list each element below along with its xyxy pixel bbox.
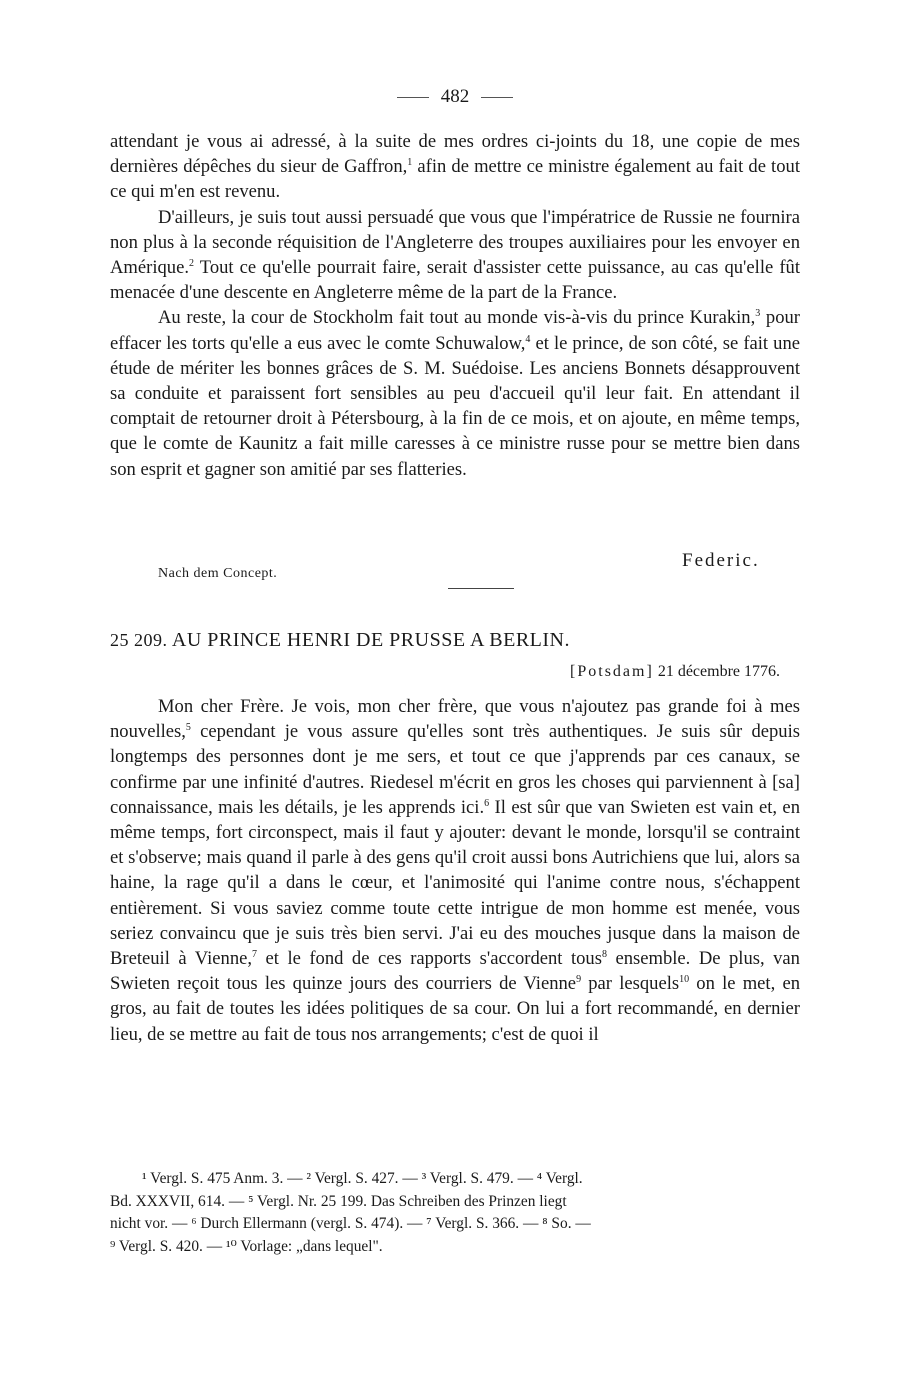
letter-text-g: on le met, en gros, au fait de toutes les idées politiques de sa cour. On lui a fort recommandé, en dernier lieu, de se mettre au fait de tous nos arrangements; c'est de quoi il — [110, 973, 800, 1045]
letter-text-d: et le fond de ces rapports s'accordent tous — [257, 948, 602, 970]
page-number-text: 482 — [440, 86, 470, 107]
paragraph-2 — [110, 205, 800, 306]
letter-title: AU PRINCE HENRI DE PRUSSE A BERLIN. — [171, 629, 571, 651]
letter-text-a: Mon cher Frère. Je vois, mon cher frère, que vous n'ajoutez pas grande foi à mes nouvelles, — [110, 696, 800, 743]
footnote-ref-3: 3 — [755, 308, 761, 320]
letter-continuation — [110, 129, 800, 482]
paragraph-3 — [110, 305, 800, 481]
footnotes — [110, 1168, 800, 1258]
dateline-date: 21 décembre 1776. — [657, 663, 780, 680]
signature: Federic. — [682, 550, 760, 571]
letter-number: 25 209. — [110, 630, 168, 650]
letter-text-e: ensemble. De plus, van Swieten reçoit tous les quinze jours des courriers de Vienne — [110, 948, 800, 995]
footnote-ref-6: 6 — [484, 797, 490, 809]
footnote-line-2: Bd. XXXVII, 614. — ⁵ Vergl. Nr. 25 199. Das Schreiben des Prinzen liegt — [110, 1192, 567, 1210]
letter-body — [110, 694, 800, 1047]
footnote-line-1: ¹ Vergl. S. 475 Anm. 3. — ² Vergl. S. 427. — ³ Vergl. S. 479. — ⁴ Vergl. — [142, 1170, 583, 1187]
letter-text-b: cependant je vous assure qu'elles sont très authentiques. Je suis sûr depuis longtemps des personnes dont je me sers, et tout ce que j'apprends par ces canaux, se confirme par une infinité d'autres. Riedesel m'écrit en gros les choses qui parviennent à [sa] connaissance, mais les détails, je les apprends ici. — [110, 721, 800, 818]
paragraph-1-text-a: attendant je vous ai adressé, à la suite de mes ordres ci-joints du 18, une copie de mes dernières dépêches du sieur de Gaffron, — [110, 131, 800, 178]
paragraph-3-text-a: Au reste, la cour de Stockholm fait tout au monde vis-à-vis du prince Kurakin, — [158, 307, 756, 329]
letter-paragraph — [110, 694, 800, 1047]
page-number — [110, 86, 800, 108]
footnote-ref-7: 7 — [252, 949, 258, 961]
page-number-dash-right — [481, 97, 513, 98]
footnote-ref-2: 2 — [189, 258, 194, 270]
letter-text-c: Il est sûr que van Swieten est vain et, en même temps, fort circonspect, mais il faut y ajouter: devant le monde, lorsqu'il se contraint et s'observe; mais quand il parle à des gens qu'il croit aussi bons Autrichiens que lui, alors sa haine, la rage qu'il a dans le cœur, et l'animosité qui l'anime contre nous, s'échappent entièrement. Si vous saviez comme toute cette intrigue de mon homme est menée, vous seriez convaincu que je suis très bien servi. J'ai eu des mouches jusque dans la maison de Breteuil à Vienne, — [110, 796, 800, 970]
footnote-line-4: ⁹ Vergl. S. 420. — ¹⁰ Vorlage: „dans lequel". — [110, 1237, 383, 1255]
letter-text-f: par lesquels — [581, 973, 680, 995]
source-note: Nach dem Concept. — [158, 566, 278, 581]
footnote-ref-8: 8 — [601, 949, 607, 961]
dateline — [570, 663, 780, 681]
footnote-ref-5: 5 — [185, 722, 191, 734]
footnote-ref-10: 10 — [679, 974, 690, 986]
footnote-ref-9: 9 — [576, 974, 582, 986]
page-number-dash-left — [397, 97, 429, 98]
paragraph-3-text-c: et le prince, de son côté, se fait une étude de mériter les bonnes grâces de S. M. Suédoise. Les anciens Bonnets désapprouvent sa conduite et paraissent fort sensibles au peu d'accueil qu'il leur fait. En attendant il comptait de retourner droit à Pétersbourg, à la fin de ce mois, et on ajoute, en même temps, que le comte de Kaunitz a fait mille caresses à ce ministre russe pour se mettre bien dans son esprit et gagner son amitié par ses flatteries. — [110, 332, 800, 480]
footnote-line-3: nicht vor. — ⁶ Durch Ellermann (vergl. S. 474). — ⁷ Vergl. S. 366. — ⁸ So. — — [110, 1215, 591, 1233]
footnote-ref-1: 1 — [407, 157, 413, 169]
section-divider — [448, 588, 514, 589]
paragraph-1 — [110, 129, 800, 205]
letter-heading — [110, 629, 800, 652]
paragraph-2-text-a: D'ailleurs, je suis tout aussi persuadé que vous que l'impératrice de Russie ne fournira non plus à la seconde réquisition de l'Angleterre des troupes auxiliaires pour les envoyer en Amérique. — [110, 206, 800, 279]
paragraph-2-text-b: Tout ce qu'elle pourrait faire, serait d'assister cette puissance, au cas qu'elle fût menacée d'une descente en Angleterre même de la part de la France. — [110, 257, 800, 304]
paragraph-3-text-b: pour effacer les torts qu'elle a eus avec le comte Schuwalow, — [110, 307, 800, 354]
dateline-place: [Potsdam] — [570, 663, 654, 680]
paragraph-1-text-b: afin de mettre ce ministre également au fait de tout ce qui m'en est revenu. — [110, 156, 800, 203]
footnote-ref-4: 4 — [525, 333, 531, 345]
